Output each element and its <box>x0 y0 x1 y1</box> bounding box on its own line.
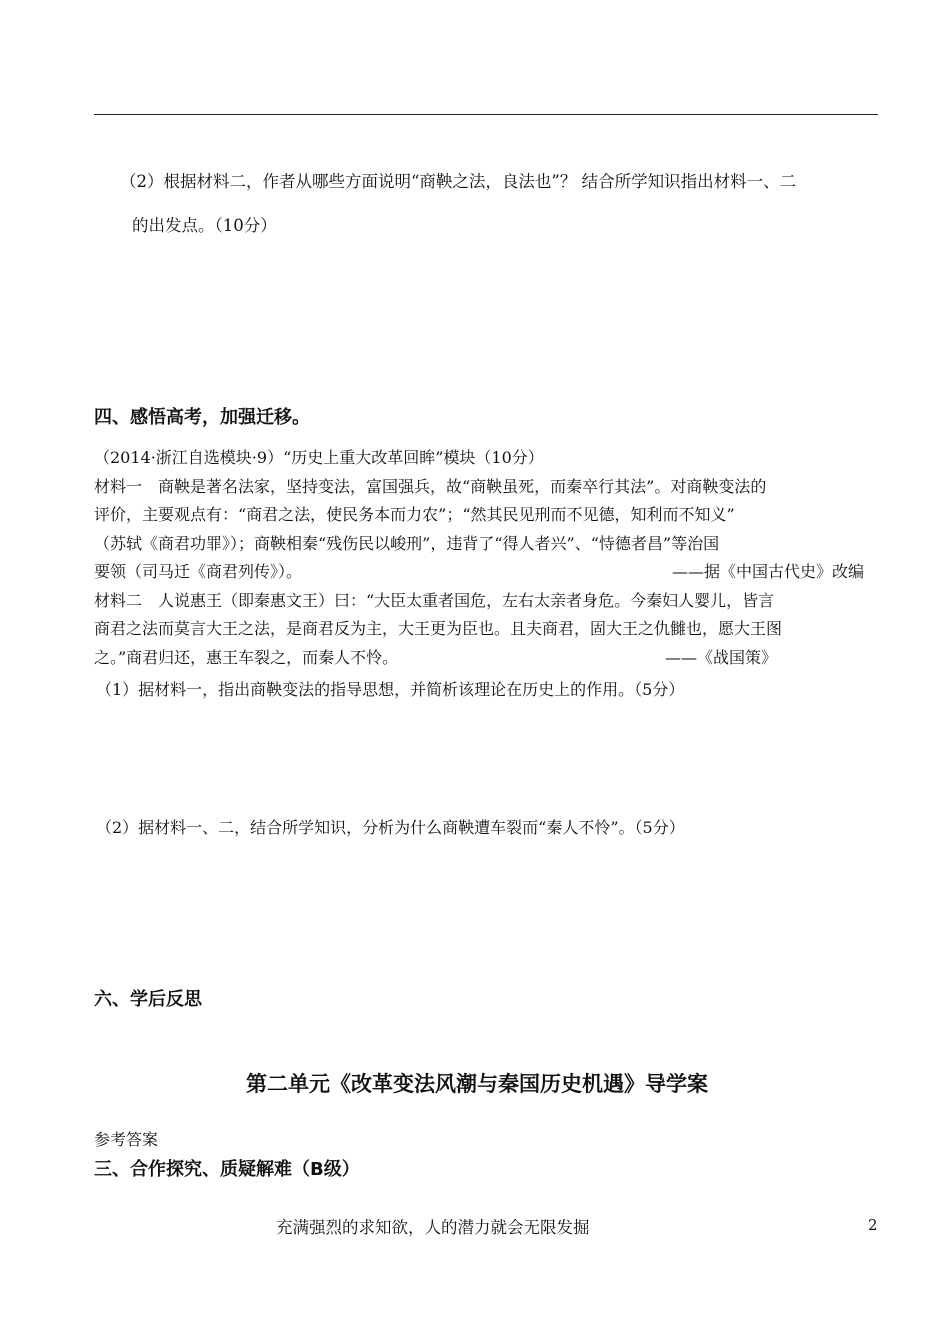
header-rule <box>94 114 878 115</box>
section-heading: 三、合作探究、质疑解难（B级） <box>94 1159 360 1180</box>
material-line: 材料一 商鞅是著名法家，坚持变法，富国强兵，故“商鞅虽死，而秦卒行其法”。对商鞅变法的 <box>94 476 767 496</box>
answer-label: 参考答案 <box>94 1130 159 1149</box>
material-line: 商君之法而莫言大王之法，是商君反为主，大王更为臣也。且夫商君，固大王之仇雠也，愿大王图 <box>94 619 783 638</box>
question-text: （2）据材料一、二，结合所学知识，分析为什么商鞅遭车裂而“秦人不怜”。（5分） <box>96 818 685 837</box>
material-source: ——《战国策》 <box>665 647 778 667</box>
material-line-text: 要领（司马迁《商君列传》）。 <box>94 562 303 581</box>
question-text: （2）根据材料二，作者从哪些方面说明“商鞅之法，良法也”？ 结合所学知识指出材料一、二 <box>120 172 797 191</box>
page-number: 2 <box>868 1216 878 1234</box>
material-line: 材料二 人说惠王（即秦惠文王）曰：“大臣太重者国危，左右太亲者身危。今秦妇人婴儿，皆言 <box>94 590 775 610</box>
material-line: 评价，主要观点有：“商君之法，使民务本而力农”；“然其民见刑而不见德，知利而不知义” <box>94 505 735 524</box>
material-line-text: 之。”商君归还，惠王车裂之，而秦人不怜。 <box>94 647 399 667</box>
material-line <box>94 644 884 673</box>
material-block <box>94 444 884 672</box>
unit-title: 第二单元《改革变法风潮与秦国历史机遇》导学案 <box>246 1072 708 1096</box>
section-heading: 四、感悟高考，加强迁移。 <box>94 407 310 428</box>
material-line: （2014·浙江自选模块·9）“历史上重大改革回眸”模块（10分） <box>94 448 544 467</box>
section-heading: 六、学后反思 <box>94 989 202 1010</box>
material-source: ——据《中国古代史》改编 <box>672 562 865 581</box>
footer-motto: 充满强烈的求知欲，人的潜力就会无限发掘 <box>276 1218 590 1237</box>
material-line <box>94 558 884 587</box>
material-line: （苏轼《商君功罪》）；商鞅相秦“残伤民以峻刑”，违背了“得人者兴”、“恃德者昌”等治国 <box>94 533 720 553</box>
question-text-continued: 的出发点。（10分） <box>132 216 277 235</box>
question-text: （1）据材料一，指出商鞅变法的指导思想，并简析该理论在历史上的作用。（5分） <box>96 680 685 699</box>
